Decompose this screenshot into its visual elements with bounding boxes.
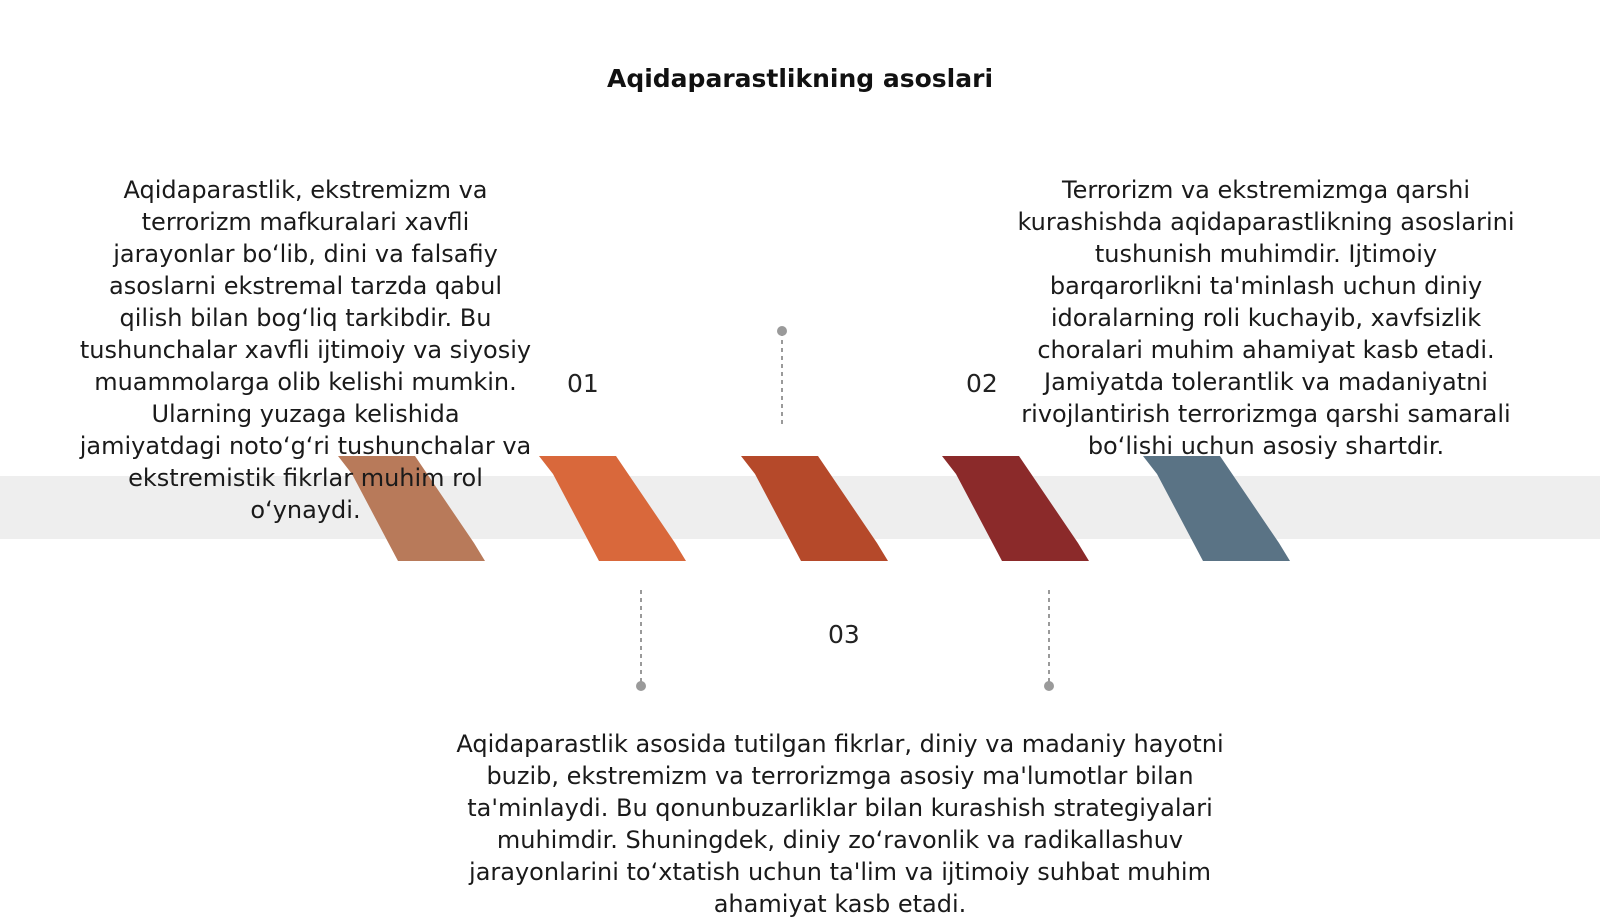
chevron-segment-3 bbox=[741, 456, 888, 561]
step-number-03: 03 bbox=[828, 620, 860, 649]
connector-top bbox=[777, 326, 787, 425]
chevron-segment-5 bbox=[1143, 456, 1290, 561]
chevron-segment-2 bbox=[539, 456, 686, 561]
slide-title: Aqidaparastlikning asoslari bbox=[606, 64, 994, 93]
chevron-segment-4 bbox=[942, 456, 1089, 561]
step-text-02: Terrorizm va ekstremizmga qarshi kurashishda aqidaparastlikning asoslarini tushunish muhimdir. Ijtimoiy barqarorlikni ta'minlash uchun diniy idoralarning roli kuchayib, xavfsizlik choralari muhim ahamiyat kasb etadi. Jamiyatda tolerantlik va madaniyatni rivojlantirish terrorizmga qarshi samarali bo‘lishi uchun asosiy shartdir. bbox=[1017, 176, 1515, 460]
connector-bottom-left bbox=[636, 590, 646, 691]
connector-bottom-right bbox=[1044, 590, 1054, 691]
step-number-02: 02 bbox=[966, 369, 998, 398]
step-text-01: Aqidaparastlik, ekstremizm va terrorizm mafkuralari xavfli jarayonlar bo‘lib, dini va falsafiy asoslarni ekstremal tarzda qabul qilish bilan bog‘liq tarkibdir. Bu tushunchalar xavfli ijtimoiy va siyosiy muammolarga olib kelishi mumkin. Ularning yuzaga kelishida jamiyatdagi noto‘g‘ri tushunchalar va ekstremistik fikrlar muhim rol o‘ynaydi. bbox=[79, 176, 532, 524]
step-number-01: 01 bbox=[567, 369, 599, 398]
step-text-03: Aqidaparastlik asosida tutilgan fikrlar, diniy va madaniy hayotni buzib, ekstremizm va terrorizmga asosiy ma'lumotlar bilan ta'minlaydi. Bu qonunbuzarliklar bilan kurashish strategiyalari muhimdir. Shuningdek, diniy zo‘ravonlik va radikallashuv jarayonlarini to‘xtatish uchun ta'lim va ijtimoiy suhbat muhim ahamiyat kasb etadi. bbox=[456, 730, 1224, 918]
